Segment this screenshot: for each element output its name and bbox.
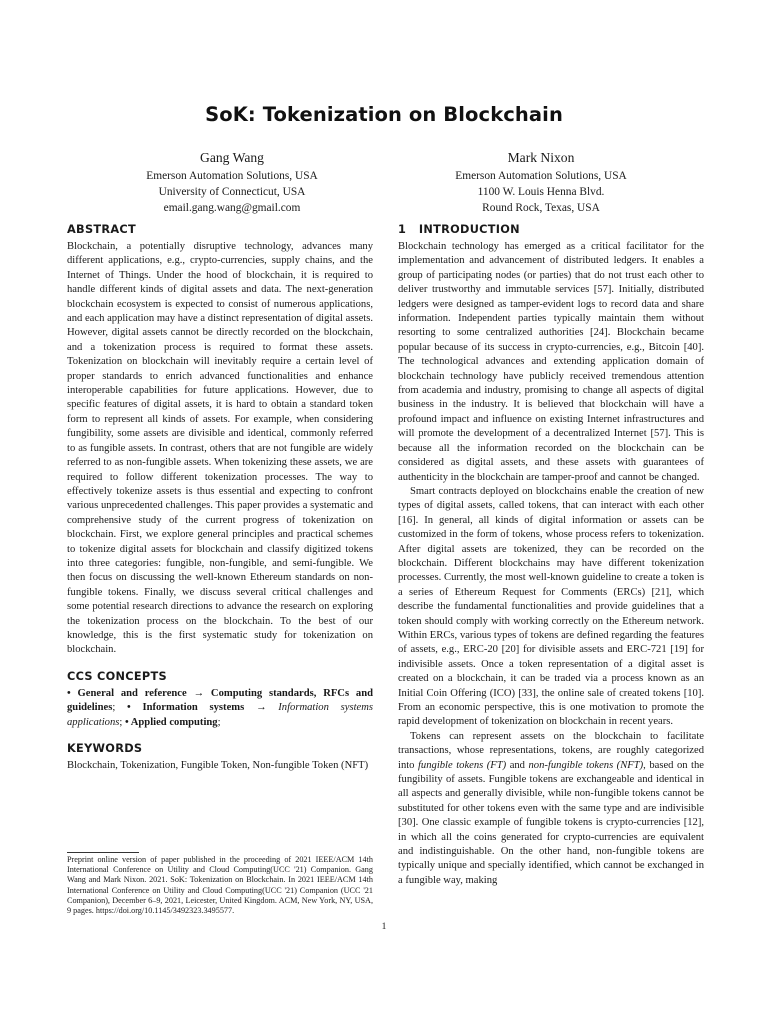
left-column — [67, 222, 373, 773]
abstract-heading: ABSTRACT — [67, 223, 137, 236]
author-address: 1100 W. Louis Henna Blvd. — [477, 186, 605, 198]
author-block-1 — [102, 148, 362, 216]
author-email: email.gang.wang@gmail.com — [163, 202, 301, 214]
intro-paragraph-3 — [398, 730, 704, 888]
ccs-end: ; — [217, 716, 221, 728]
paper-title: SoK: Tokenization on Blockchain — [205, 103, 563, 126]
intro-paragraph-1: Blockchain technology has emerged as a critical facilitator for the implementation and advancement of distributed ledgers. It enables a group of participating nodes (or parties) that do not trust each other to deliver trustworthy and immutable services [57]. Initially, distributed ledgers were designed as tamper-evident logs to record data and share information. Independent parties typically maintain them without resorting to some centralized authorities [24]. Blockchain became popular because of its success in crypto-currencies, e.g., Bitcoin [40]. The technological advances and extending application domain of blockchain technology have publicly received tremendous attention from academia and industry, promising to change all aspects of digital business in the industry. It is believed that blockchain will have a profound impact and influence on existing Internet infrastructures and will promote the development of a decentralized Internet [57]. This is because all the information recorded on the blockchain can be considered as digital assets, and these assets with guarantees of authenticity in the blockchain are tamper-proof and cannot be changed. — [398, 241, 704, 483]
ccs-item: • Information systems → — [127, 702, 279, 714]
author-address: Round Rock, Texas, USA — [482, 202, 600, 214]
ccs-separator: ; — [112, 702, 128, 714]
term-non-fungible-tokens: non-fungible tokens (NFT) — [528, 759, 644, 771]
keywords-heading: KEYWORDS — [67, 742, 143, 755]
ccs-concepts — [67, 687, 373, 730]
footnote: Preprint online version of paper published in the proceeding of 2021 IEEE/ACM 14th International Conference on Utility and Cloud Computing(UCC '21) Companion. Gang Wang and Mark Nixon. 2021. SoK: Tokenization on Blockchain. In 2021 IEEE/ACM 14th International Conference on Utility and Cloud Computing(UCC '21) Companion (UCC '21 Companion), December 6–9, 2021, Leicester, United Kingdom. ACM, New York, NY, USA, 9 pages. https://doi.org/10.1145/3492323.3495577. — [67, 855, 373, 916]
author-block-2 — [411, 148, 671, 216]
introduction-heading: 1 INTRODUCTION — [398, 223, 520, 236]
term-fungible-tokens: fungible tokens (FT) — [417, 759, 507, 771]
ccs-item: • General and reference → Computing standards, RFCs and guidelines — [67, 687, 373, 714]
text-run: , based on the fungibility of assets. Fungible tokens are exchangeable and identical in all aspects and generally divisible, while non-fungible tokens cannot be substituted for other tokens even with the same type and are indivisible [30]. One classic example of fungible tokens is crypto-currencies [12], in which all the coins generated for crypto-currencies are equivalent and indistinguishable. On the other hand, non-fungible tokens are typically unique and specially identified, which cannot be exchanged in a fungible way, making — [398, 759, 704, 886]
footnote-divider — [67, 852, 139, 853]
author-affiliation: Emerson Automation Solutions, USA — [146, 170, 318, 182]
text-run: and — [506, 759, 529, 771]
author-name: Mark Nixon — [507, 150, 575, 165]
intro-paragraph-2: Smart contracts deployed on blockchains enable the creation of new types of digital assets, called tokens, that can interact with each other [16]. In general, all kinds of digital information or assets can be customized in the form of tokens, whose process refers to tokenization. After digital assets are tokenized, they can be recorded on the blockchain. Different blockchains may have different tokenization processes. Currently, the most well-known guideline to create a token is a series of Ethereum Request for Comments (ERCs) [21], which describe the fundamental functionalities and provide guidelines that a token should comply with working correctly on the Ethereum network. Within ERCs, various types of tokens are defined regarding the features of assets, e.g., ERC-20 [20] for divisible assets and ERC-721 [19] for indivisible assets. Once a token representation of a digital asset is created on a blockchain, it can be traded via a process known as an Initial Coin Offering (ICO) [33], the online sale of created tokens [10]. From an economic perspective, this is one motivation to promote the rapid development of tokenization on blockchain in recent years. — [398, 485, 704, 728]
ccs-item-italic: Information systems applications — [67, 702, 373, 728]
ccs-separator: ; — [119, 716, 125, 728]
author-name: Gang Wang — [200, 150, 264, 165]
page-number: 1 — [381, 922, 387, 932]
text-run: Tokens can represent assets on the blockchain to facilitate transactions, whose representations, tokens, are roughly categorized into — [398, 730, 704, 771]
ccs-heading: CCS CONCEPTS — [67, 669, 167, 683]
author-affiliation: University of Connecticut, USA — [158, 186, 306, 198]
keywords-text: Blockchain, Tokenization, Fungible Token, Non-fungible Token (NFT) — [67, 760, 369, 771]
ccs-item: • Applied computing — [124, 716, 218, 728]
author-affiliation: Emerson Automation Solutions, USA — [455, 170, 627, 182]
right-column — [398, 222, 704, 888]
abstract-text: Blockchain, a potentially disruptive technology, advances many different applications, e.g., crypto-currencies, supply chains, and the Internet of Things. Under the hood of blockchain, it is required to handle different kinds of digital assets and data. The next-generation blockchain ecosystem is expected to consist of numerous applications, and each application may have a distinct representation of digital assets. However, digital assets cannot be directly recorded on the blockchain, and a tokenization process is required to format these assets. Tokenization on blockchain will inevitably require a certain level of proper standards to enrich advanced functionalities and enhance interoperable capabilities for future applications. However, due to specific features of digital assets, it is hard to obtain a standard token form to represent all kinds of assets. For example, when considering fungibility, some assets are divisible and identical, commonly referred to as fungible assets. In contrast, others that are not fungible are widely referred to as non-fungible assets. When tokenizing these assets, we are required to follow different tokenization processes. The way to effectively tokenize assets is thus essential and expecting to confront various unprecedented challenges. This paper provides a systematic and comprehensive study of the current progress of tokenization on blockchain. First, we explore general principles and practical schemes to tokenize digital assets for blockchain and classify digitized tokens into three categories: fungible, non-fungible, and semi-fungible. We then focus on discussing the well-known Ethereum standards on non-fungible tokens. Finally, we discuss several critical challenges and some potential research directions to advance the research on exploring the tokenization process on the blockchain. To the best of our knowledge, this is the first systematic study for tokenization on blockchain. — [67, 241, 373, 656]
